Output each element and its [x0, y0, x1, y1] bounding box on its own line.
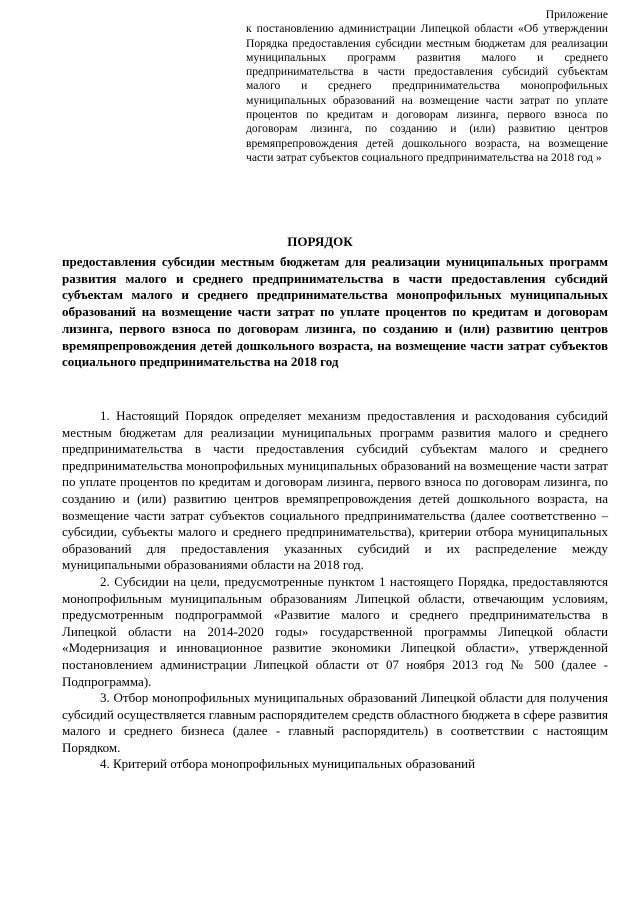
appendix-title: Приложение: [545, 8, 608, 21]
appendix-block: [246, 8, 608, 165]
paragraph-4: 4. Критерий отбора монопрофильных муниципальных образований: [100, 756, 476, 772]
appendix-text: к постановлению администрации Липецкой области «Об утверждении Порядка предоставления субсидии местным бюджетам для реализации муниципальных программ развития малого и среднего предпринимательства в части предоставления субсидий субъектам малого и среднего предпринимательства монопрофильных муниципальных образований на возмещение части затрат по уплате процентов по кредитам и договорам лизинга, первого взноса по договорам лизинга, по созданию и (или) развитию центров времяпрепровождения детей дошкольного возраста, на возмещение части затрат субъектов социального предпринимательства на 2018 год »: [246, 22, 608, 164]
paragraph-2: 2. Субсидии на цели, предусмотренные пунктом 1 настоящего Порядка, предоставляются монопрофильным муниципальным образованиям Липецкой области, отвечающим условиям, предусмотренным подпрограммой «Развитие малого и среднего предпринимательства в Липецкой области на 2014-2020 годы» государственной программы Липецкой области «Модернизация и инновационное развитие экономики Липецкой области», утвержденной постановлением администрации Липецкой области от 07 ноября 2013 год № 500 (далее - Подпрограмма).: [62, 573, 608, 689]
document-heading: ПОРЯДОК: [287, 234, 353, 249]
paragraph-1: 1. Настоящий Порядок определяет механизм предоставления и расходования субсидий местным бюджетам для реализации муниципальных программ развития малого и среднего предпринимательства в части предоставления субсидий субъектам малого и среднего предпринимательства монопрофильных муниципальных образований на возмещение части затрат по уплате процентов по кредитам и договорам лизинга, первого взноса по договорам лизинга, по созданию и (или) развитию центров времяпрепровождения детей дошкольного возраста, на возмещение части затрат субъектов социального предпринимательства (далее соответственно – субсидии, субъекты малого и среднего предпринимательства), критерии отбора муниципальных образований для предоставления указанных субсидий и их распределение между муниципальными образованиями области на 2018 год.: [62, 408, 608, 573]
paragraph-3: 3. Отбор монопрофильных муниципальных образований Липецкой области для получения субсидий осуществляется главным распорядителем средств областного бюджета в сфере развития малого и среднего бизнеса (далее - главный распорядитель) в соответствии с настоящим Порядком.: [62, 690, 608, 755]
document-subtitle: предоставления субсидии местным бюджетам для реализации муниципальных программ развития малого и среднего предпринимательства в части предоставления субсидий субъектам малого и среднего предпринимательства монопрофильных муниципальных образований на возмещение части затрат по уплате процентов по кредитам и договорам лизинга, первого взноса по договорам лизинга, по созданию и (или) развитию центров времяпрепровождения детей дошкольного возраста, на возмещение части затрат субъектов социального предпринимательства на 2018 год: [62, 254, 608, 370]
document-body: [62, 408, 608, 773]
